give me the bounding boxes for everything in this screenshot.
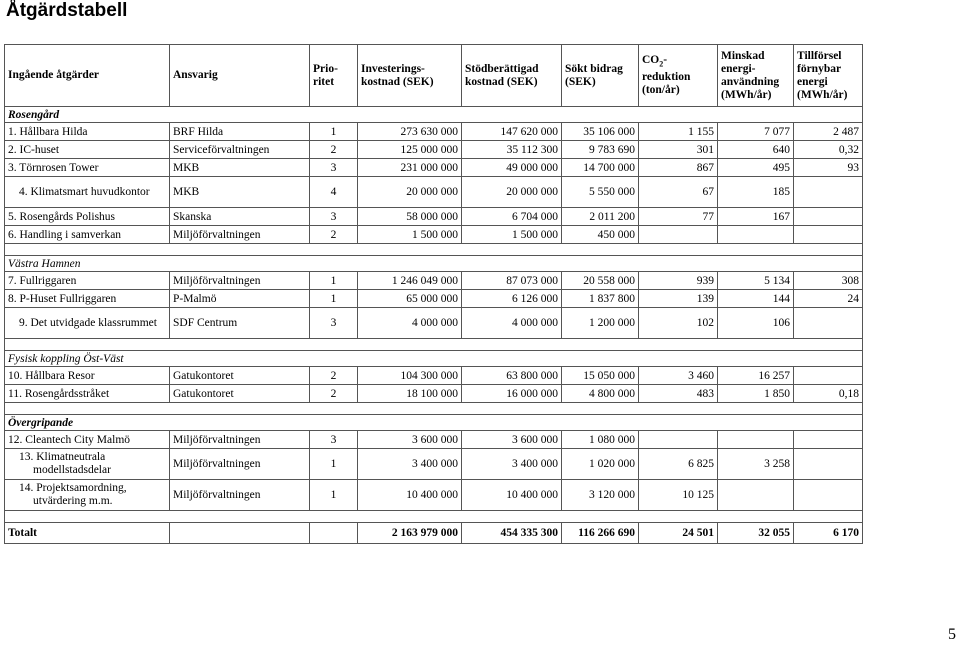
cell-grant: 20 558 000 xyxy=(562,272,639,290)
cell-investment: 104 300 000 xyxy=(358,367,462,385)
cell-responsible: BRF Hilda xyxy=(170,123,310,141)
cell-renewable xyxy=(794,177,863,208)
total-energy-reduced: 32 055 xyxy=(718,523,794,544)
header-eligible: Stödberättigad kostnad (SEK) xyxy=(462,45,562,107)
cell-eligible: 49 000 000 xyxy=(462,159,562,177)
cell-energy-reduced: 167 xyxy=(718,208,794,226)
cell-renewable xyxy=(794,208,863,226)
section-row xyxy=(5,351,863,367)
header-co2 xyxy=(639,45,718,107)
cell-co2: 139 xyxy=(639,290,718,308)
table-row xyxy=(5,290,863,308)
cell-co2: 77 xyxy=(639,208,718,226)
cell-responsible: MKB xyxy=(170,159,310,177)
cell-responsible: Skanska xyxy=(170,208,310,226)
cell-priority: 2 xyxy=(310,385,358,403)
cell-renewable xyxy=(794,367,863,385)
header-grant: Sökt bidrag (SEK) xyxy=(562,45,639,107)
cell-measure: 2. IC-huset xyxy=(5,141,170,159)
cell-grant: 5 550 000 xyxy=(562,177,639,208)
cell-renewable xyxy=(794,449,863,480)
cell-priority: 3 xyxy=(310,159,358,177)
total-grant: 116 266 690 xyxy=(562,523,639,544)
cell-renewable: 0,32 xyxy=(794,141,863,159)
header-co2-prefix: CO xyxy=(642,54,660,67)
cell-grant: 2 011 200 xyxy=(562,208,639,226)
cell-energy-reduced: 5 134 xyxy=(718,272,794,290)
cell-renewable xyxy=(794,308,863,339)
header-investment: Investerings-kostnad (SEK) xyxy=(358,45,462,107)
cell-co2: 867 xyxy=(639,159,718,177)
cell-grant: 1 080 000 xyxy=(562,431,639,449)
cell-renewable: 308 xyxy=(794,272,863,290)
cell-energy-reduced: 144 xyxy=(718,290,794,308)
cell-priority: 1 xyxy=(310,123,358,141)
cell-investment: 20 000 000 xyxy=(358,177,462,208)
header-priority: Prio-ritet xyxy=(310,45,358,107)
table-row xyxy=(5,177,863,208)
cell-responsible: Miljöförvaltningen xyxy=(170,431,310,449)
cell-measure: 3. Törnrosen Tower xyxy=(5,159,170,177)
cell-grant: 1 200 000 xyxy=(562,308,639,339)
cell-co2: 483 xyxy=(639,385,718,403)
page-number: 5 xyxy=(948,626,956,643)
cell-investment: 273 630 000 xyxy=(358,123,462,141)
cell-investment: 4 000 000 xyxy=(358,308,462,339)
cell-eligible: 63 800 000 xyxy=(462,367,562,385)
cell-energy-reduced: 3 258 xyxy=(718,449,794,480)
cell-responsible: SDF Centrum xyxy=(170,308,310,339)
spacer-cell xyxy=(5,511,863,523)
cell-priority: 3 xyxy=(310,208,358,226)
cell-measure: 9. Det utvidgade klassrummet xyxy=(5,308,170,339)
cell-renewable xyxy=(794,431,863,449)
cell-energy-reduced: 7 077 xyxy=(718,123,794,141)
cell-eligible: 3 600 000 xyxy=(462,431,562,449)
cell-eligible: 147 620 000 xyxy=(462,123,562,141)
section-row xyxy=(5,415,863,431)
cell-co2: 301 xyxy=(639,141,718,159)
cell-energy-reduced xyxy=(718,226,794,244)
cell-renewable: 2 487 xyxy=(794,123,863,141)
cell-energy-reduced: 106 xyxy=(718,308,794,339)
cell-priority: 2 xyxy=(310,367,358,385)
spacer-row xyxy=(5,403,863,415)
cell-responsible: Gatukontoret xyxy=(170,385,310,403)
cell-energy-reduced xyxy=(718,480,794,511)
cell-eligible: 10 400 000 xyxy=(462,480,562,511)
header-responsible: Ansvarig xyxy=(170,45,310,107)
section-label: Rosengård xyxy=(5,107,863,123)
cell-co2 xyxy=(639,226,718,244)
measures-table xyxy=(4,44,863,544)
cell-investment: 58 000 000 xyxy=(358,208,462,226)
table-row xyxy=(5,367,863,385)
cell-priority: 1 xyxy=(310,480,358,511)
cell-measure: 11. Rosengårdsstråket xyxy=(5,385,170,403)
cell-co2: 67 xyxy=(639,177,718,208)
cell-eligible: 6 704 000 xyxy=(462,208,562,226)
cell-co2 xyxy=(639,431,718,449)
cell-eligible: 1 500 000 xyxy=(462,226,562,244)
cell-responsible: P-Malmö xyxy=(170,290,310,308)
spacer-row xyxy=(5,244,863,256)
cell-priority: 2 xyxy=(310,226,358,244)
spacer-cell xyxy=(5,244,863,256)
header-co2-rest: -reduktion (ton/år) xyxy=(642,54,691,96)
cell-investment: 65 000 000 xyxy=(358,290,462,308)
cell-energy-reduced: 185 xyxy=(718,177,794,208)
cell-renewable xyxy=(794,480,863,511)
cell-eligible: 20 000 000 xyxy=(462,177,562,208)
header-renewable: Tillförsel förnybar energi (MWh/år) xyxy=(794,45,863,107)
cell-grant: 1 837 800 xyxy=(562,290,639,308)
table-row xyxy=(5,480,863,511)
cell-priority: 1 xyxy=(310,272,358,290)
cell-renewable: 24 xyxy=(794,290,863,308)
cell-investment: 10 400 000 xyxy=(358,480,462,511)
cell-eligible: 16 000 000 xyxy=(462,385,562,403)
table-row xyxy=(5,123,863,141)
spacer-cell xyxy=(5,339,863,351)
cell-grant: 1 020 000 xyxy=(562,449,639,480)
cell-co2: 939 xyxy=(639,272,718,290)
header-energy-reduced: Minskad energi-användning (MWh/år) xyxy=(718,45,794,107)
cell-measure: 10. Hållbara Resor xyxy=(5,367,170,385)
cell-co2: 3 460 xyxy=(639,367,718,385)
cell-priority: 3 xyxy=(310,431,358,449)
cell-energy-reduced xyxy=(718,431,794,449)
cell-energy-reduced: 16 257 xyxy=(718,367,794,385)
header-co2-sub: 2 xyxy=(659,59,664,69)
cell-responsible: Miljöförvaltningen xyxy=(170,480,310,511)
cell-eligible: 6 126 000 xyxy=(462,290,562,308)
total-co2: 24 501 xyxy=(639,523,718,544)
table-row xyxy=(5,385,863,403)
cell-grant: 35 106 000 xyxy=(562,123,639,141)
cell-investment: 3 400 000 xyxy=(358,449,462,480)
cell-grant: 9 783 690 xyxy=(562,141,639,159)
cell-grant: 450 000 xyxy=(562,226,639,244)
cell-measure: 5. Rosengårds Polishus xyxy=(5,208,170,226)
cell-measure: 14. Projektsamordning, utvärdering m.m. xyxy=(5,480,170,511)
cell-grant: 4 800 000 xyxy=(562,385,639,403)
section-label: Fysisk koppling Öst-Väst xyxy=(5,351,863,367)
total-investment: 2 163 979 000 xyxy=(358,523,462,544)
cell-priority: 3 xyxy=(310,308,358,339)
cell-co2: 10 125 xyxy=(639,480,718,511)
cell-renewable xyxy=(794,226,863,244)
cell-priority: 1 xyxy=(310,449,358,480)
cell-measure: 1. Hållbara Hilda xyxy=(5,123,170,141)
cell-responsible: Miljöförvaltningen xyxy=(170,272,310,290)
cell-measure: 13. Klimatneutrala modellstadsdelar xyxy=(5,449,170,480)
spacer-row xyxy=(5,511,863,523)
total-priority xyxy=(310,523,358,544)
table-row xyxy=(5,159,863,177)
section-row xyxy=(5,256,863,272)
cell-priority: 1 xyxy=(310,290,358,308)
cell-priority: 4 xyxy=(310,177,358,208)
cell-grant: 14 700 000 xyxy=(562,159,639,177)
cell-grant: 3 120 000 xyxy=(562,480,639,511)
cell-responsible: MKB xyxy=(170,177,310,208)
cell-measure: 6. Handling i samverkan xyxy=(5,226,170,244)
total-renewable: 6 170 xyxy=(794,523,863,544)
table-row xyxy=(5,226,863,244)
header-row xyxy=(5,45,863,107)
cell-energy-reduced: 495 xyxy=(718,159,794,177)
cell-priority: 2 xyxy=(310,141,358,159)
cell-energy-reduced: 640 xyxy=(718,141,794,159)
cell-investment: 18 100 000 xyxy=(358,385,462,403)
cell-co2: 6 825 xyxy=(639,449,718,480)
table-row xyxy=(5,272,863,290)
cell-eligible: 4 000 000 xyxy=(462,308,562,339)
cell-energy-reduced: 1 850 xyxy=(718,385,794,403)
table-row xyxy=(5,431,863,449)
table-row xyxy=(5,141,863,159)
section-label: Västra Hamnen xyxy=(5,256,863,272)
total-row xyxy=(5,523,863,544)
cell-measure: 12. Cleantech City Malmö xyxy=(5,431,170,449)
cell-responsible: Gatukontoret xyxy=(170,367,310,385)
cell-measure: 4. Klimatsmart huvudkontor xyxy=(5,177,170,208)
cell-responsible: Miljöförvaltningen xyxy=(170,226,310,244)
header-measure: Ingående åtgärder xyxy=(5,45,170,107)
cell-co2: 1 155 xyxy=(639,123,718,141)
page-title: Åtgärdstabell xyxy=(6,0,128,21)
cell-investment: 125 000 000 xyxy=(358,141,462,159)
total-eligible: 454 335 300 xyxy=(462,523,562,544)
total-responsible xyxy=(170,523,310,544)
cell-responsible: Miljöförvaltningen xyxy=(170,449,310,480)
section-row xyxy=(5,107,863,123)
table-row xyxy=(5,308,863,339)
table-body xyxy=(5,107,863,544)
cell-renewable: 0,18 xyxy=(794,385,863,403)
spacer-cell xyxy=(5,403,863,415)
spacer-row xyxy=(5,339,863,351)
cell-eligible: 3 400 000 xyxy=(462,449,562,480)
cell-renewable: 93 xyxy=(794,159,863,177)
cell-eligible: 87 073 000 xyxy=(462,272,562,290)
total-label: Totalt xyxy=(5,523,170,544)
table-row xyxy=(5,208,863,226)
cell-co2: 102 xyxy=(639,308,718,339)
section-label: Övergripande xyxy=(5,415,863,431)
table-row xyxy=(5,449,863,480)
cell-investment: 3 600 000 xyxy=(358,431,462,449)
cell-eligible: 35 112 300 xyxy=(462,141,562,159)
cell-investment: 1 500 000 xyxy=(358,226,462,244)
cell-responsible: Serviceförvaltningen xyxy=(170,141,310,159)
cell-investment: 231 000 000 xyxy=(358,159,462,177)
cell-measure: 8. P-Huset Fullriggaren xyxy=(5,290,170,308)
cell-investment: 1 246 049 000 xyxy=(358,272,462,290)
cell-grant: 15 050 000 xyxy=(562,367,639,385)
cell-measure: 7. Fullriggaren xyxy=(5,272,170,290)
